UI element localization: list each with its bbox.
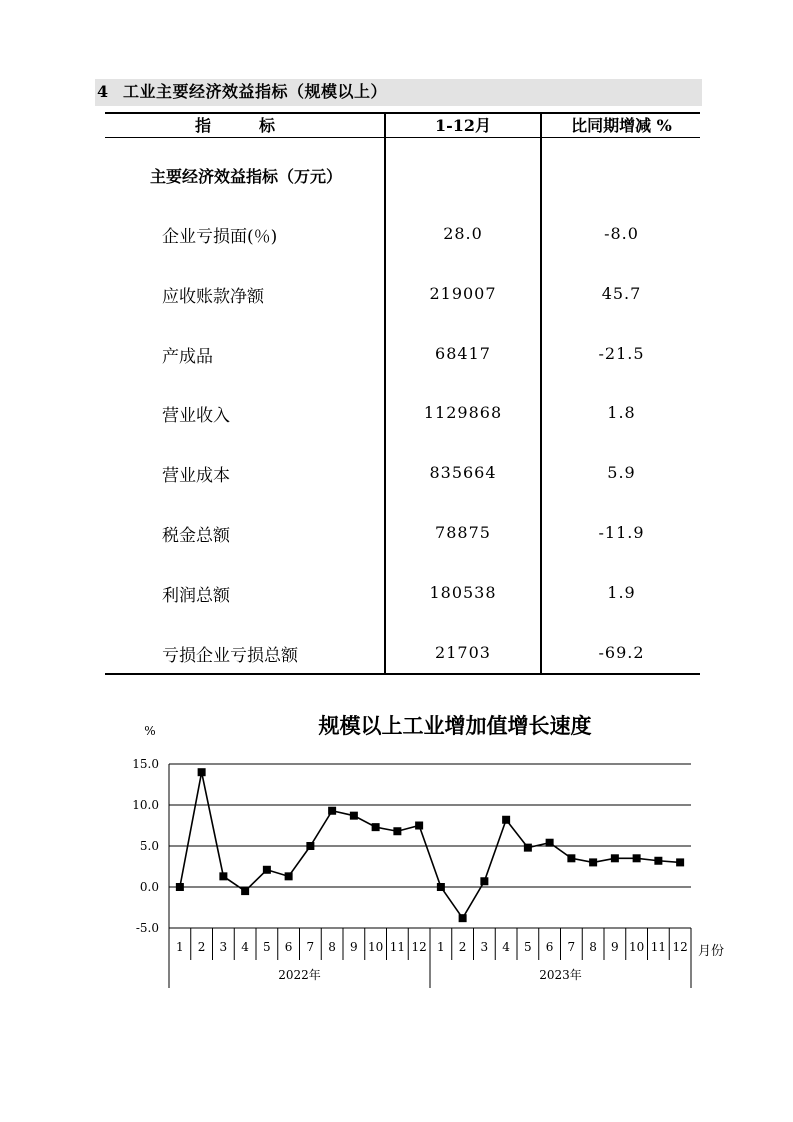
x-tick-label: 8	[328, 940, 336, 954]
data-point	[633, 854, 641, 862]
series-line	[180, 772, 680, 918]
x-tick-label: 3	[480, 940, 489, 954]
row-change: -69.2	[598, 643, 645, 662]
row-label: 应收账款净额	[162, 287, 264, 307]
x-tick-label: 6	[284, 940, 293, 954]
data-point	[567, 854, 575, 862]
x-tick-label: 10	[628, 940, 645, 954]
data-point	[459, 914, 467, 922]
row-label: 产成品	[162, 347, 213, 367]
y-tick-label: -5.0	[135, 921, 159, 935]
data-point	[524, 844, 532, 852]
section-number: 4	[97, 82, 109, 101]
x-tick-label: 4	[502, 940, 510, 954]
data-point	[372, 823, 380, 831]
row-label: 企业亏损面(％)	[162, 227, 278, 247]
x-tick-label: 2	[458, 940, 467, 954]
header-indicator: 指 标	[195, 116, 276, 135]
row-change: -21.5	[598, 344, 645, 363]
year-label: 2022年	[278, 968, 321, 982]
data-point	[611, 854, 619, 862]
header-period: 1-12月	[434, 116, 492, 135]
row-value: 21703	[435, 643, 491, 662]
chart-x-unit: 月份	[698, 944, 725, 959]
y-tick-label: 0.0	[139, 880, 159, 894]
data-point	[241, 887, 249, 895]
data-point	[546, 839, 554, 847]
x-tick-label: 12	[411, 940, 427, 954]
data-point	[676, 858, 684, 866]
row-change: -8.0	[604, 224, 639, 243]
x-tick-label: 4	[241, 940, 249, 954]
row-value: 28.0	[443, 224, 483, 243]
x-tick-label: 9	[350, 940, 358, 954]
x-tick-label: 2	[197, 940, 206, 954]
data-point	[437, 883, 445, 891]
x-tick-label: 7	[306, 940, 315, 954]
data-point	[589, 858, 597, 866]
row-label: 亏损企业亏损总额	[162, 646, 298, 666]
row-change: 45.7	[601, 284, 642, 303]
row-change: 1.8	[607, 403, 636, 422]
data-point	[654, 857, 662, 865]
data-point	[328, 807, 336, 815]
x-tick-label: 5	[524, 940, 532, 954]
x-tick-label: 6	[545, 940, 554, 954]
data-point	[176, 883, 184, 891]
y-tick-label: 5.0	[139, 839, 159, 853]
header-change: 比同期增减 %	[571, 116, 672, 135]
x-tick-label: 7	[567, 940, 576, 954]
y-tick-label: 15.0	[132, 757, 159, 771]
section-title-text: 工业主要经济效益指标（规模以上）	[123, 82, 388, 101]
year-label: 2023年	[539, 968, 582, 982]
row-value: 219007	[429, 284, 497, 303]
data-point	[502, 816, 510, 824]
x-tick-label: 5	[263, 940, 271, 954]
row-label: 税金总额	[162, 526, 230, 546]
row-value: 180538	[429, 583, 497, 602]
data-point	[285, 872, 293, 880]
data-point	[415, 822, 423, 830]
x-tick-label: 3	[219, 940, 228, 954]
row-value: 68417	[435, 344, 491, 363]
row-value: 835664	[429, 463, 497, 482]
table-subheader: 主要经济效益指标（万元）	[150, 167, 343, 186]
row-label: 营业成本	[162, 466, 230, 486]
data-point	[306, 842, 314, 850]
x-tick-label: 11	[389, 940, 406, 954]
data-point	[393, 827, 401, 835]
data-point	[198, 768, 206, 776]
row-label: 营业收入	[162, 406, 230, 426]
chart-y-unit: %	[144, 724, 156, 738]
x-tick-label: 1	[176, 940, 184, 954]
row-change: 5.9	[607, 463, 636, 482]
x-tick-label: 1	[437, 940, 445, 954]
x-tick-label: 10	[367, 940, 384, 954]
data-point	[219, 872, 227, 880]
x-tick-label: 11	[650, 940, 667, 954]
y-tick-label: 10.0	[132, 798, 159, 812]
x-tick-label: 8	[589, 940, 597, 954]
row-value: 78875	[435, 523, 491, 542]
x-tick-label: 9	[611, 940, 619, 954]
chart-title: 规模以上工业增加值增长速度	[318, 713, 592, 738]
row-value: 1129868	[423, 403, 503, 422]
x-tick-label: 12	[672, 940, 688, 954]
row-change: 1.9	[607, 583, 636, 602]
data-point	[350, 812, 358, 820]
row-change: -11.9	[598, 523, 645, 542]
data-point	[480, 877, 488, 885]
data-point	[263, 866, 271, 874]
row-label: 利润总额	[162, 586, 230, 606]
